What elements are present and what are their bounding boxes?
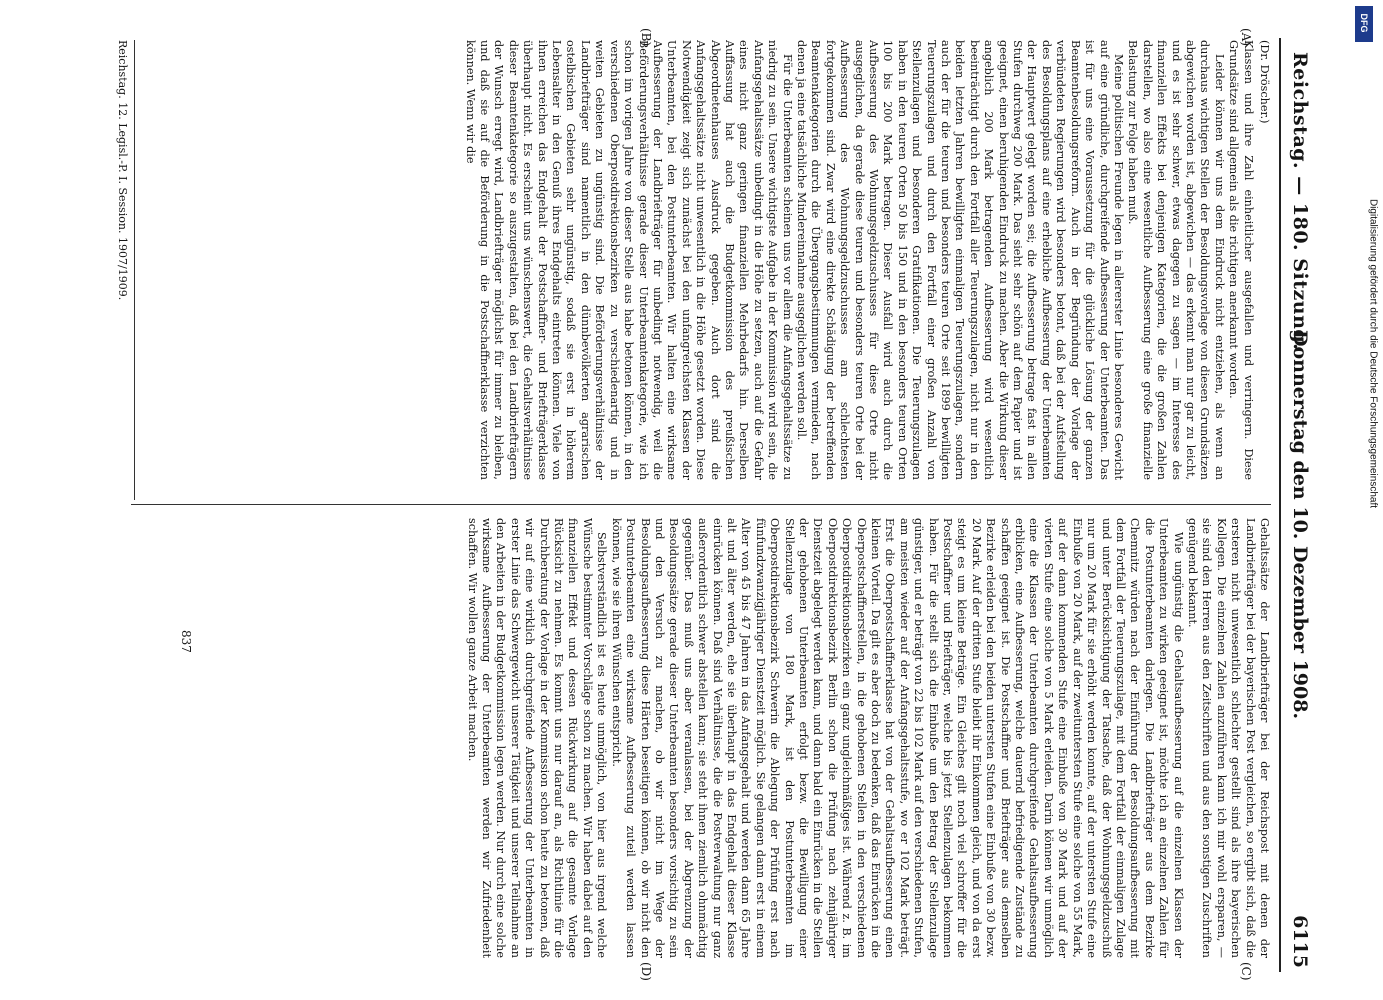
dfg-logo: DFG bbox=[1355, 6, 1373, 42]
running-head-date: Donnerstag den 10. Dezember 1908. bbox=[1289, 330, 1311, 720]
left-column bbox=[141, 40, 1271, 480]
signature-number: 837 bbox=[179, 630, 193, 653]
page-number: 6115 bbox=[1289, 915, 1311, 968]
paragraph: Klassen und ihre Zahl einheitlicher ausgefallen und verringern. Diese Grundsätze sind allgemein als die richtigen anerkannt worden. bbox=[1227, 40, 1255, 480]
header-rule bbox=[1279, 38, 1281, 972]
footer-rule bbox=[134, 40, 135, 500]
speaker-label: (Dr. Dröscher.) bbox=[1258, 40, 1271, 124]
margin-marker-a: (A) bbox=[1239, 28, 1253, 47]
column-divider bbox=[131, 504, 1271, 505]
running-head-left: Reichstag. — 180. Sitzung. bbox=[1289, 52, 1311, 351]
dfg-credit-text: Digitalisierung gefördert durch die Deutsche Forschungsgemeinschaft bbox=[1367, 198, 1379, 509]
right-column bbox=[141, 518, 1271, 958]
paragraph: Selbstverständlich ist es heute unmöglich, von hier aus irgend welche Wünsche bestimmter Vorschläge schon zu machen. Wir haben dabei auf den finanziellen Effekt und dessen Rückwirkung auf die gesamte Vorlage Rücksicht zu nehmen. Es kommt uns nur darauf an, als Richtlinie für die Durchberatung der Vorlage in der Kommission schon heute zu betonen, daß wir auf eine wirklich durchgreifende Aufbesserung der Unterbeamten in erster Linie das Schwergewicht unserer Tätigkeit und unserer Teilnahme an den Arbeiten in der Budgetkommission legen werden. Nur durch eine solche wirksame Aufbesserung der Unterbeamten werden wir Zufriedenheit schaffen. Wir wollen ganze Arbeit machen. bbox=[465, 518, 609, 958]
paragraph: Meine politischen Freunde legen in allererster Linie besonderes Gewicht auf eine gründliche, durchgreifende Aufbesserung der Unterbeamten. Das ist für uns eine Voraussetzung für die glückliche Lösung der ganzen Beamtenbesoldungsreform. Auch in der Begründung der Vorlage der verbündeten Regierungen wird besonders betont, daß bei der Aufstellung des Besoldungsplans auf eine erhebliche Aufbesserung der Unterbeamten der Hauptwert gelegt worden sei; die Aufbesserung betrage fast in allen Stufen durchweg 200 Mark. Das sieht sehr schön auf dem Papier und ist geeignet, einen beruhigenden Eindruck zu machen. Aber die Wirkung dieser angeblich 200 Mark betragenden Aufbesserung wird wesentlich beeinträchtigt durch den Fortfall aller Teuerungszulagen, nicht nur in den beiden letzten Jahren bewilligten einmaligen Teuerungszulagen, sondern auch der für die teuren und besonders teuren Orte seit 1899 bewilligten Teuerungszulagen und durch den Fortfall einer großen Anzahl von Stellenzulagen und besonderen Gratifikationen. Die Teuerungszulagen haben in den teuren Orten 50 bis 150 und in den besonders teuren Orten 100 bis 200 Mark betragen. Dieser Ausfall wird auch durch die Aufbesserung des Wohnungsgeldzuschusses für diese Orte nicht ausgeglichen, da gerade diese teuren und besonders teuren Orte bei der Aufbesserung des Wohnungsgeldzuschusses am schlechtesten fortgekommen sind. Zwar wird eine direkte Schädigung der betreffenden Beamtenkategorien durch die Übergangsbestimmungen vermieden, nach denen ja eine tatsächliche Mindereinnahme ausgeglichen werden soll. bbox=[795, 40, 1125, 480]
paragraph: Gehaltssätze der Landbriefträger bei der Reichspost mit denen der Landbriefträger bei der bayerischen Post vergleichen, so ergibt sich, daß die ersteren nicht unwesentlich schlechter gestellt sind als ihre bayerischen Kollegen. Die einzelnen Zahlen anzuführen kann ich mir wohl ersparen, — sie sind den Herren aus den Zeitschriften und aus den sonstigen Zuschriften genügend bekannt. bbox=[1185, 518, 1271, 958]
page-footer: Reichstag. 12. Legisl.-P. I. Session. 1907/1909. bbox=[116, 40, 129, 301]
margin-marker-d: (D) bbox=[639, 962, 653, 981]
scanned-page bbox=[85, 30, 1315, 980]
paragraph: Für die Unterbeamten scheinen uns vor allem die Anfangsgehaltssätze zu niedrig zu sein. Unsere wichtigste Aufgabe in der Kommission wird sein, die Anfangsgehaltssätze unbedingt in die Höhe zu setzen, auch auf die Gefahr eines nicht ganz geringen finanziellen Mehrbedarfs hin. Derselben Auffassung hat auch die Budgetkommission des preußischen Abgeordnetenhauses Ausdruck gegeben. Auch dort sind die Anfangsgehaltssätze nicht unwesentlich in die Höhe gesetzt worden. Diese Notwendigkeit zeigt sich zunächst bei den unfangreichsten Klassen der Unterbeamten, bei den Postunterbeamten. Wir halten eine wirksame Aufbesserung der Landbriefträger für unbedingt notwendig, weil die Beförderungsverhältnisse gerade dieser Unterbeamtenkategorie, wie ich schon im vorigen Jahre von dieser Stelle aus habe betonen können, in den verschiedenen Oberpostdirektionsbezirken zu verschiedenartig und in weiten Gebieten zu ungünstig sind. Die Beförderungsverhältnisse der Landbriefträger sind namentlich in den dünnbevölkerten agrarischen ostelbischen Gebieten sehr ungünstig, sodaß sie erst in höherem Lebensalter in den Genuß ihres Endgehalts eintreten können. Viele von ihnen erreichen das Endgehalt der Postschaffner- und Briefträgerklasse überhaupt nicht. Es erscheint uns wünschenswert, die Gehaltsverhältnisse dieser Beamtenkategorie so auszugestalten, daß bei den Landbriefträgern der Wunsch erregt wird, Landbriefträger möglichst für immer zu bleiben, und daß sie auf die Beförderung in die Postschaffnerklasse verzichten können. Wenn wir die bbox=[463, 40, 794, 480]
paragraph: Wie ungünstig die Gehaltsaufbesserung auf die einzelnen Klassen der Unterbeamten zu wirken geeignet ist, möchte ich an einzelnen Zahlen für die Postunterbeamten darlegen. Die Landbriefträger aus dem Bezirke Chemnitz würden nach der Einführung der Besoldungsaufbesserung mit dem Fortfall der Teuerungszulage, mit dem Fortfall der einmaligen Zulage und unter Berücksichtigung der Tatsache, daß der Wohnungsgeldzuschuß nur um 20 Mark für sie erhöht werden konnte, auf der untersten Stufe eine Einbuße von 20 Mark, auf der zweituntersten Stufe eine solche von 55 Mark, auf der dann kommenden Stufe eine Einbuße von 30 Mark und auf der vierten Stufe eine solche von 5 Mark erleiden. Darin können wir unmöglich eine die Klassen der Unterbeamten durchgreifende Gehaltsaufbesserung erblicken, eine Aufbesserung, welche dauernd befriedigende Zustände zu schaffen geeignet ist. Die Postschaffner und Briefträger aus demselben Bezirke erleiden bei den beiden untersten Stufen eine Einbuße von 30 bezw. 20 Mark. Auf der dritten Stufe bleibt ihr Einkommen gleich, und von da erst steigt es um kleine Beträge. Ein Gleiches gilt noch viel schroffer für die Postschaffner und Briefträger, welche bis jetzt Stellenzulagen bekommen haben. Für die stellt sich die Einbuße um den Betrag der Stellenzulage günstiger, und er beträgt von 22 bis 102 Mark auf den verschiedenen Stufen, am meisten wieder auf der Anfangsgehaltsstufe, wo er 102 Mark beträgt. Erst die Oberpostschaffnerklasse hat von der Gehaltsaufbesserung einen kleinen Vorteil. Da gilt es aber doch zu bedenken, daß das Einrücken in die Oberpostschaffnerstellen, in die gehobenen Stellen in den verschiedenen Oberpostdirektionsbezirken ein ganz ungleichmäßiges ist. Während z. B. im Oberpostdirektionsbezirk Berlin schon die Prüfung nach zehnjähriger Dienstzeit abgelegt werden kann, und dann bald ein Einrücken in die Stellen der gehobenen Unterbeamten erfolgt bezw. die Bewilligung einer Stellenzulage von 180 Mark, ist den Postunterbeamten im Oberpostdirektionsbezirk Schwerin die Ablegung der Prüfung erst nach fünfundzwanzigjähriger Dienstzeit möglich. Sie gelangen dann erst in einem Alter von 45 bis 47 Jahren in das Anfangsgehalt und werden dann 65 Jahre alt und älter werden, ehe sie überhaupt in das Endgehalt dieser Klasse einrücken können. Daß sind Verhältnisse, die die Postverwaltung nur ganz außerordentlich schwer abstellen kann; sie steht ihnen ziemlich ohnmächtig gegenüber. Das muß uns aber veranlassen, bei der Abgrenzung der Besoldungssätze gerade dieser Unterbeamten besonders vorsichtig zu sein und den Versuch zu machen, ob wir nicht im Wege der Besoldungsaufbesserung diese Härten beseitigen können, ob wir nicht den Postunterbeamten eine wirksame Aufbesserung zuteil werden lassen können, wie sie ihren Wünschen entspricht. bbox=[609, 518, 1185, 958]
margin-marker-b: (B) bbox=[639, 28, 653, 47]
dfg-sidebar bbox=[1353, 0, 1383, 1000]
margin-marker-c: (C) bbox=[1239, 962, 1253, 981]
page-header bbox=[1281, 30, 1315, 980]
paragraph: Leider können wir uns dem Eindruck nicht entziehen, als wenn an durchaus wichtigen Stellen der Besoldungsvorlage von diesen Grundsätzen abgewichen worden ist, abgewichen — das erkennt man nur gar zu leicht, und es ist sehr schwer, etwas dagegen zu sagen — im Interesse des finanziellen Effekts bei denjenigen Kategorien, die die großen Zahlen darstellen, wo also eine wesentliche Aufbesserung eine große finanzielle Belastung zur Folge haben muß. bbox=[1126, 40, 1226, 480]
